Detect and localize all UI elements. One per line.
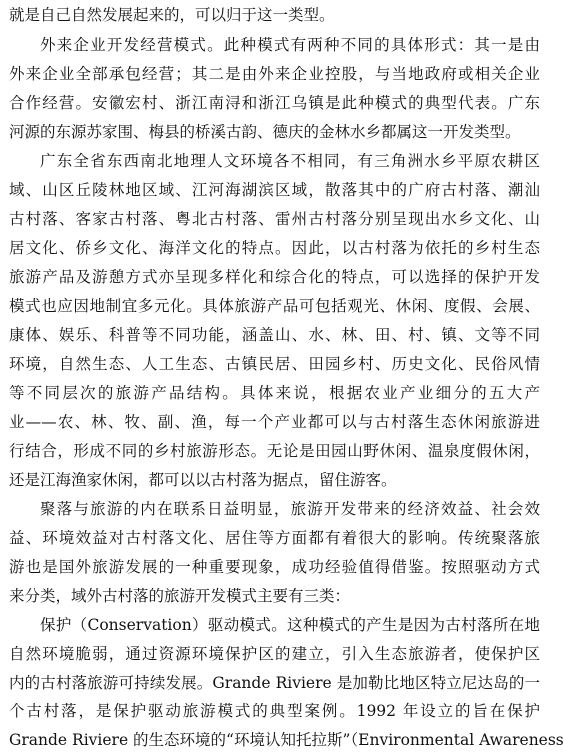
text-line: 外来企业全部承包经营；其二是由外来企业控股，与当地政府或相关企业 (9, 65, 540, 83)
paragraph-first-line: 保护（Conservation）驱动模式。这种模式的产生是因为古村落所在地 (40, 616, 540, 634)
text-line: 域、山区丘陵林地区域、江河海湖滨区域，散落其中的广府古村落、潮汕 (9, 181, 540, 199)
text-line: 游也是国外旅游发展的一种重要现象，成功经验值得借鉴。按照驱动方式 (9, 558, 540, 576)
text-line: 益、环境效益对古村落文化、居住等方面都有着很大的影响。传统聚落旅 (9, 529, 540, 547)
text-line: 个古村落，是保护驱动旅游模式的典型案例。1992 年设立的旨在保护 (9, 702, 540, 720)
text-line: Grande Riviere 的生态环境的“环境认知托拉斯”（Environmental Awareness (9, 731, 564, 749)
text-line: 古村落、客家古村落、粤北古村落、雷州古村落分别呈现出水乡文化、山 (9, 210, 540, 228)
text-line: 就是自己自然发展起来的，可以归于这一类型。 (9, 6, 335, 24)
text-line: 居文化、侨乡文化、海洋文化的特点。因此，以古村落为依托的乡村生态 (9, 239, 540, 257)
text-line: 自然环境脆弱，通过资源环境保护区的建立，引入生态旅游者，使保护区 (9, 645, 540, 663)
text-line: 康体、娱乐、科普等不同功能，涵盖山、水、林、田、村、镇、文等不同 (9, 326, 540, 344)
text-line: 内的古村落旅游可持续发展。Grande Riviere 是加勒比地区特立尼达岛的一 (9, 674, 540, 692)
text-line: 还是江海渔家休闲，都可以以古村落为据点，留住游客。 (9, 471, 397, 489)
text-line: 合作经营。安徽宏村、浙江南浔和浙江乌镇是此种模式的典型代表。广东 (9, 94, 540, 112)
text-line: 等不同层次的旅游产品结构。具体来说，根据农业产业细分的五大产 (9, 384, 540, 402)
text-line: 模式也应因地制宜多元化。具体旅游产品可包括观光、休闲、度假、会展、 (9, 297, 540, 315)
paragraph-first-line: 外来企业开发经营模式。此种模式有两种不同的具体形式：其一是由 (40, 36, 540, 54)
paragraph-first-line: 聚落与旅游的内在联系日益明显，旅游开发带来的经济效益、社会效 (40, 500, 540, 518)
text-line: 河源的东源苏家围、梅县的桥溪古韵、德庆的金林水乡都属这一开发类型。 (9, 123, 521, 141)
text-line: 旅游产品及游憩方式亦呈现多样化和综合化的特点，可以选择的保护开发 (9, 268, 540, 286)
paragraph-first-line: 广东全省东西南北地理人文环境各不相同，有三角洲水乡平原农耕区 (40, 152, 540, 170)
text-line: 行结合，形成不同的乡村旅游形态。无论是田园山野休闲、温泉度假休闲， (9, 442, 540, 460)
text-line: 环境，自然生态、人工生态、古镇民居、田园乡村、历史文化、民俗风情 (9, 355, 540, 373)
text-line: 来分类，域外古村落的旅游开发模式主要有三类： (9, 587, 351, 605)
text-line: 业——农、林、牧、副、渔，每一个产业都可以与古村落生态休闲旅游进 (9, 413, 540, 431)
